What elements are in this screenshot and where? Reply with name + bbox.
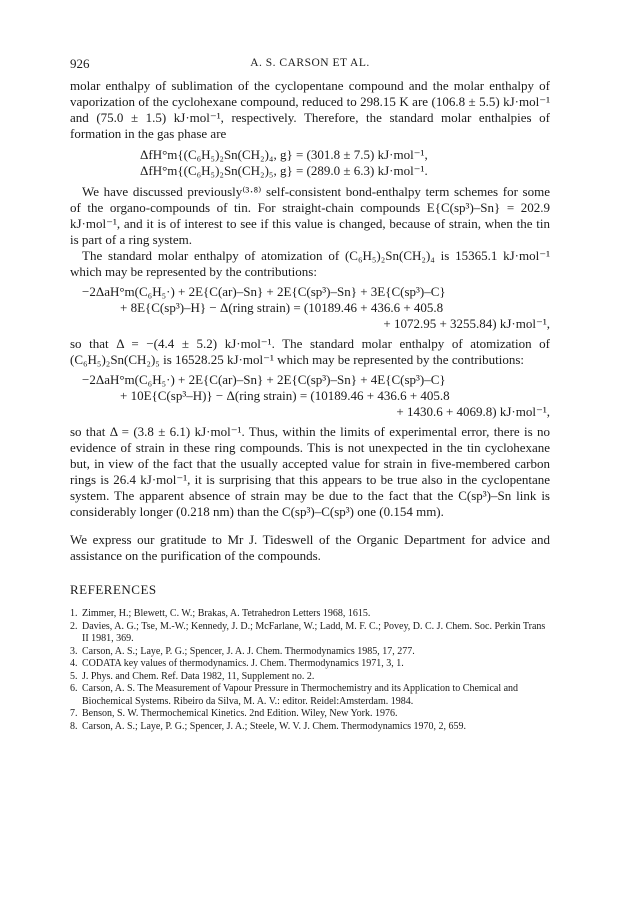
- reference-text: Davies, A. G.; Tse, M.-W.; Kennedy, J. D.; McFarlane, W.; Ladd, M. F. C.; Povey, D. C. J. Chem. Soc. Perkin Trans II 1981, 369.: [82, 620, 546, 644]
- reference-item: [70, 621, 550, 646]
- references-heading: REFERENCES: [70, 582, 157, 597]
- reference-number: 5.: [70, 670, 78, 682]
- reference-text: Benson, S. W. Thermochemical Kinetics. 2nd Edition. Wiley, New York. 1976.: [82, 708, 398, 719]
- equation-line: −2ΔaH°m(C₆H₅·) + 2E{C(ar)–Sn} + 2E{C(sp³)–Sn} + 4E{C(sp³)–C}: [82, 372, 446, 387]
- article-body: [70, 78, 550, 733]
- paragraph-acknowledgement: We express our gratitude to Mr J. Tideswell of the Organic Department for advice and assistance on the purification of the compounds.: [70, 532, 550, 563]
- reference-number: 3.: [70, 645, 78, 657]
- reference-number: 1.: [70, 608, 78, 619]
- reference-item: [70, 708, 550, 721]
- equation-line: ΔfH°m{(C₆H₅)₂Sn(CH₂)₄, g} = (301.8 ± 7.5) kJ·mol⁻¹,: [140, 147, 428, 162]
- reference-text: Carson, A. S.; Laye, P. G.; Spencer, J. A.; Steele, W. V. J. Chem. Thermodynamics 1970, 2, 659.: [82, 720, 467, 732]
- reference-text: Carson, A. S.; Laye, P. G.; Spencer, J. A. J. Chem. Thermodynamics 1985, 17, 277.: [82, 645, 415, 657]
- reference-text: CODATA key values of thermodynamics. J. Chem. Thermodynamics 1971, 3, 1.: [82, 658, 404, 669]
- reference-item: [70, 671, 550, 684]
- equation-atomization-cyclohexane: [70, 372, 550, 420]
- equation-line: + 1430.6 + 4069.8) kJ·mol⁻¹,: [396, 404, 550, 419]
- running-head: A. S. CARSON ET AL.: [250, 57, 370, 69]
- equation-atomization-cyclopentane: [70, 284, 550, 332]
- reference-number: 7.: [70, 708, 78, 719]
- reference-list: [70, 608, 550, 733]
- reference-item: [70, 721, 550, 734]
- page-number: 926: [70, 56, 90, 71]
- reference-item: [70, 646, 550, 659]
- paragraph-sublimation: molar enthalpy of sublimation of the cyclopentane compound and the molar enthalpy of vaporization of the cyclohexane compound, reduced to 298.15 K are (106.8 ± 5.5) kJ·mol⁻¹ and (75.0 ± 1.5) kJ·mol⁻¹, respectively. Therefore, the standard molar enthalpies of formation in the gas phase are: [70, 78, 550, 141]
- reference-number: 6.: [70, 683, 78, 694]
- reference-number: 4.: [70, 658, 78, 669]
- equation-line: + 10E{C(sp³–H)} − Δ(ring strain) = (10189.46 + 436.6 + 405.8: [120, 388, 450, 403]
- reference-text: Zimmer, H.; Blewett, C. W.; Brakas, A. Tetrahedron Letters 1968, 1615.: [82, 608, 371, 619]
- reference-text: Carson, A. S. The Measurement of Vapour Pressure in Thermochemistry and its Application to Chemical and Biochemical Systems. Ribeiro da Silva, M. A. V.: editor. Reidel:Amsterdam. 1984.: [82, 683, 519, 707]
- paragraph-atomization-cyclopentane: The standard molar enthalpy of atomization of (C₆H₅)₂Sn(CH₂)₄ is 15365.1 kJ·mol⁻¹ which may be represented by the contributions:: [70, 248, 550, 279]
- paragraph-bond-enthalpy: We have discussed previously⁽³·⁸⁾ self-consistent bond-enthalpy term schemes for some of the organo-compounds of tin. For straight-chain compounds E{C(sp³)–Sn} = 202.9 kJ·mol⁻¹, and it is of interest to see if this value is changed, because of strain, when the tin is part of a ring system.: [70, 184, 550, 247]
- reference-number: 2.: [70, 620, 78, 632]
- reference-number: 8.: [70, 720, 78, 732]
- reference-text: J. Phys. and Chem. Ref. Data 1982, 11, Supplement no. 2.: [82, 670, 315, 682]
- paragraph-strain-cyclopentane: so that Δ = −(4.4 ± 5.2) kJ·mol⁻¹. The standard molar enthalpy of atomization of (C₆H₅)₂Sn(CH₂)₅ is 16528.25 kJ·mol⁻¹ which may be represented by the contributions:: [70, 336, 550, 367]
- reference-item: [70, 608, 550, 621]
- reference-item: [70, 658, 550, 671]
- equation-line: + 8E{C(sp³)–H} − Δ(ring strain) = (10189.46 + 436.6 + 405.8: [120, 300, 444, 315]
- equation-line: + 1072.95 + 3255.84) kJ·mol⁻¹,: [383, 316, 550, 331]
- equation-formation-enthalpies: [140, 147, 550, 179]
- equation-line: −2ΔaH°m(C₆H₅·) + 2E{C(ar)–Sn} + 2E{C(sp³)–Sn} + 3E{C(sp³)–C}: [82, 284, 446, 299]
- equation-line: ΔfH°m{(C₆H₅)₂Sn(CH₂)₅, g} = (289.0 ± 6.3) kJ·mol⁻¹.: [140, 163, 428, 178]
- reference-item: [70, 683, 550, 708]
- paragraph-conclusion: so that Δ = (3.8 ± 6.1) kJ·mol⁻¹. Thus, within the limits of experimental error, there is no evidence of strain in these ring compounds. This is not unexpected in the tin cyclohexane but, in view of the fact that the usually accepted value for strain in five-membered carbon rings is 26.4 kJ·mol⁻¹, it is surprising that this appears to be true also in the cyclopentane system. The apparent absence of strain may be due to the fact that the C(sp³)–Sn link is considerably longer (0.218 nm) than the C(sp³)–C(sp³) one (0.154 mm).: [70, 424, 550, 519]
